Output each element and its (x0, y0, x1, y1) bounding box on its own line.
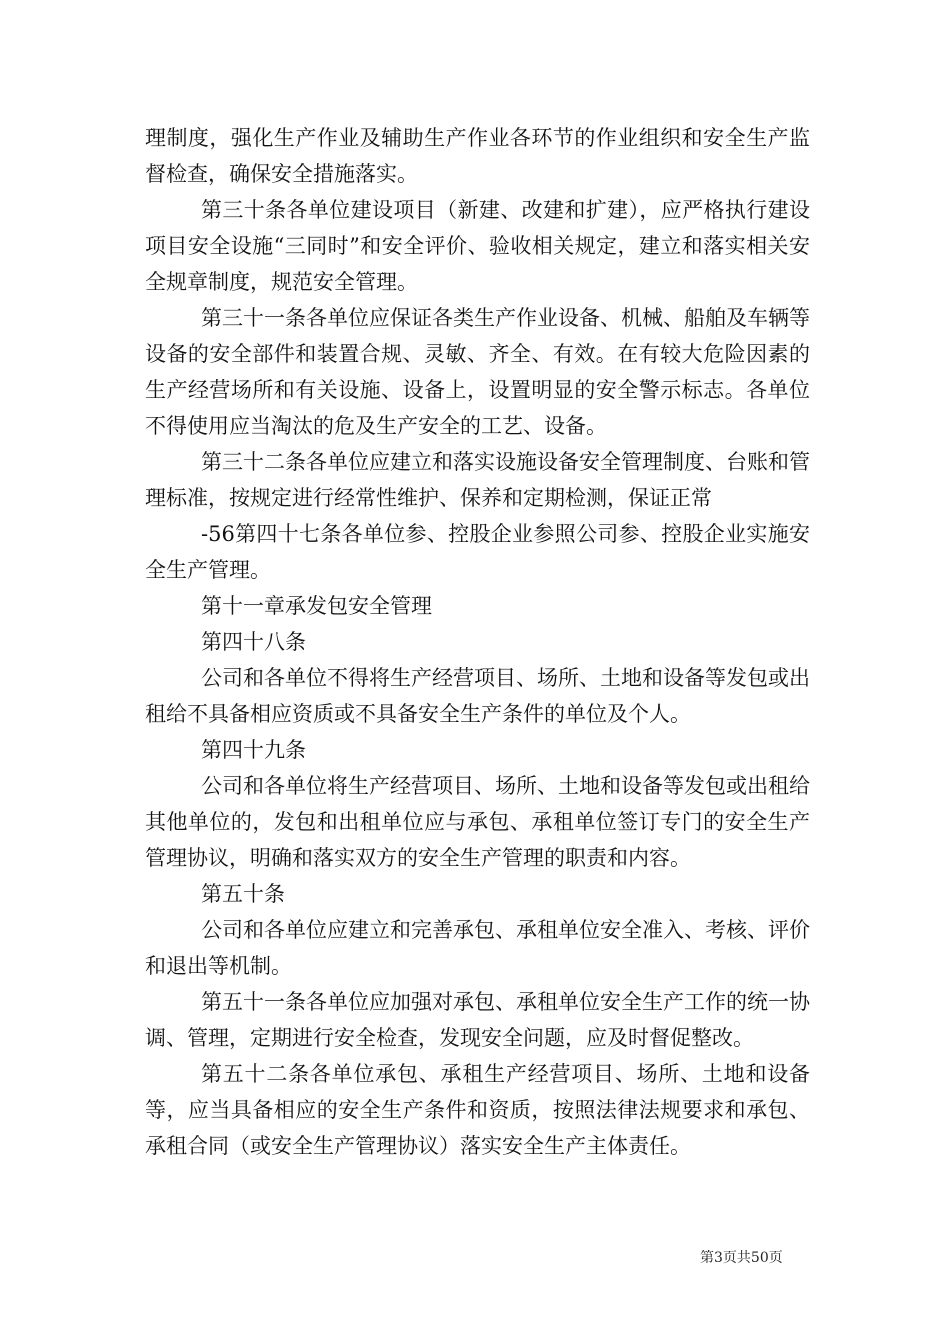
article-heading: 第五十条 (201, 882, 285, 906)
paragraph: -56第四十七条各单位参、控股企业参照公司参、控股企业实施安全生产管理。 (145, 522, 810, 582)
paragraph: 公司和各单位应建立和完善承包、承租单位安全准入、考核、评价和退出等机制。 (145, 918, 810, 978)
article-heading: 第四十九条 (201, 738, 306, 762)
paragraph: 第三十条各单位建设项目（新建、改建和扩建），应严格执行建设项目安全设施“三同时”和安全评价、验收相关规定，建立和落实相关安全规章制度，规范安全管理。 (145, 198, 810, 294)
paragraph: 第五十二条各单位承包、承租生产经营项目、场所、土地和设备等，应当具备相应的安全生产条件和资质，按照法律法规要求和承包、承租合同（或安全生产管理协议）落实安全生产主体责任。 (145, 1062, 810, 1158)
document-body (145, 120, 810, 1164)
chapter-heading: 第十一章承发包安全管理 (201, 594, 432, 618)
paragraph: 第五十一条各单位应加强对承包、承租单位安全生产工作的统一协调、管理，定期进行安全检查，发现安全问题，应及时督促整改。 (145, 990, 810, 1050)
article-heading: 第四十八条 (201, 630, 306, 654)
paragraph: 第三十一条各单位应保证各类生产作业设备、机械、船舶及车辆等设备的安全部件和装置合规、灵敏、齐全、有效。在有较大危险因素的生产经营场所和有关设施、设备上，设置明显的安全警示标志。各单位不得使用应当淘汰的危及生产安全的工艺、设备。 (145, 306, 810, 438)
paragraph: 理制度，强化生产作业及辅助生产作业各环节的作业组织和安全生产监督检查，确保安全措施落实。 (145, 126, 810, 186)
paragraph: 公司和各单位将生产经营项目、场所、土地和设备等发包或出租给其他单位的，发包和出租单位应与承包、承租单位签订专门的安全生产管理协议，明确和落实双方的安全生产管理的职责和内容。 (145, 774, 810, 870)
paragraph: 第三十二条各单位应建立和落实设施设备安全管理制度、台账和管理标准，按规定进行经常性维护、保养和定期检测，保证正常 (145, 450, 810, 510)
paragraph: 公司和各单位不得将生产经营项目、场所、土地和设备等发包或出租给不具备相应资质或不具备安全生产条件的单位及个人。 (145, 666, 810, 726)
page-number: 第3页共50页 (700, 1250, 783, 1266)
